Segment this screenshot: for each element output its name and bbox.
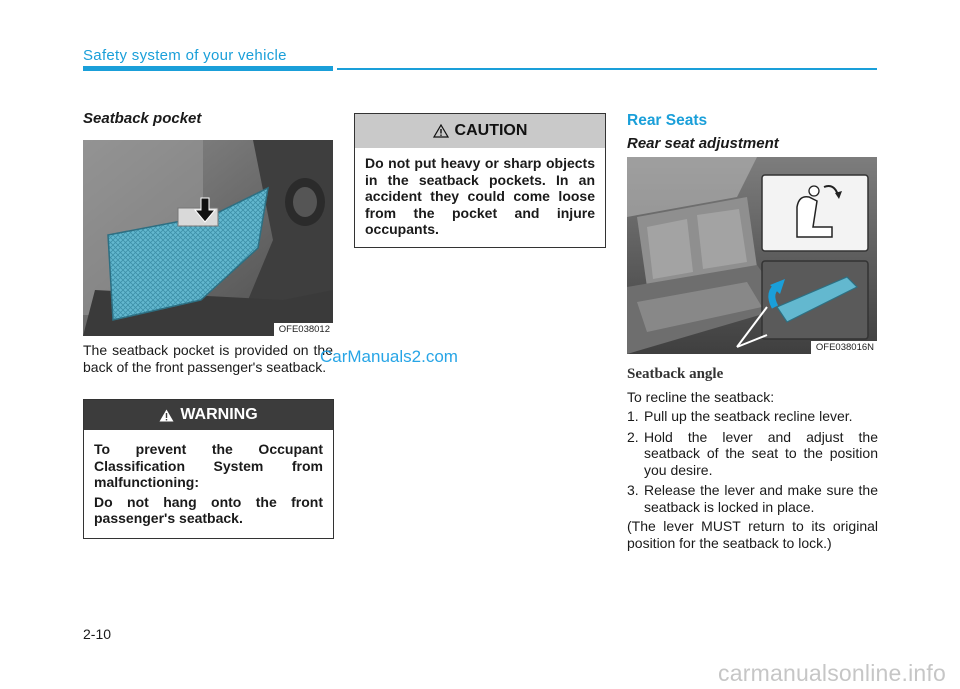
page-number: 2-10 — [83, 626, 112, 642]
list-item — [627, 408, 878, 425]
warning-paragraph: Do not hang onto the front passenger's seatback. — [94, 493, 323, 526]
caution-text: Do not put heavy or sharp objects in the seatback pockets. In an accident they could come loose from the pocket and injure occupants. — [365, 155, 595, 237]
section-title: Safety system of your vehicle — [83, 47, 287, 64]
step-number: 3. — [627, 482, 639, 498]
caution-header — [355, 114, 605, 148]
list-item — [627, 429, 878, 479]
step-text: Release the lever and make sure the seatback is locked in place. — [644, 482, 878, 515]
seatback-pocket-description: The seatback pocket is provided on the back of the front passenger's seatback. — [83, 342, 333, 375]
recline-intro: To recline the seatback: — [627, 389, 775, 405]
step-text: Hold the lever and adjust the seatback of the seat to the position you desire. — [644, 428, 878, 478]
caution-triangle-icon — [433, 124, 449, 138]
caution-box — [354, 113, 606, 248]
warning-header — [84, 400, 333, 430]
recline-steps-list — [627, 408, 878, 515]
seatback-pocket-heading: Seatback pocket — [83, 110, 202, 127]
warning-box — [83, 399, 334, 539]
footer-watermark: carmanualsonline.info — [718, 660, 946, 686]
photo-code-label: OFE038012 — [274, 323, 333, 336]
warning-triangle-icon — [159, 409, 174, 422]
step-number: 2. — [627, 428, 639, 445]
rear-seat-illustration — [627, 157, 877, 354]
warning-paragraph: To prevent the Occupant Classification System from malfunctioning: — [94, 441, 323, 490]
photo-code-label: OFE038016N — [811, 341, 877, 354]
header-rule-thick — [83, 66, 333, 71]
caution-title: CAUTION — [454, 122, 528, 139]
watermark-text: CarManuals2.com — [320, 347, 458, 366]
seatback-pocket-illustration — [83, 140, 333, 336]
seatback-pocket-photo — [83, 140, 333, 336]
rear-seat-photo — [627, 157, 877, 354]
step-text: Pull up the seatback recline lever. — [644, 408, 853, 424]
rear-seat-adjustment-heading: Rear seat adjustment — [627, 135, 779, 152]
header-rule-thin — [337, 68, 877, 70]
warning-title: WARNING — [180, 406, 258, 423]
lever-note: (The lever MUST return to its original position for the seatback to lock.) — [627, 518, 878, 551]
rear-seats-heading: Rear Seats — [627, 112, 708, 129]
step-number: 1. — [627, 408, 639, 424]
list-item — [627, 482, 878, 515]
seatback-angle-heading: Seatback angle — [627, 366, 724, 382]
